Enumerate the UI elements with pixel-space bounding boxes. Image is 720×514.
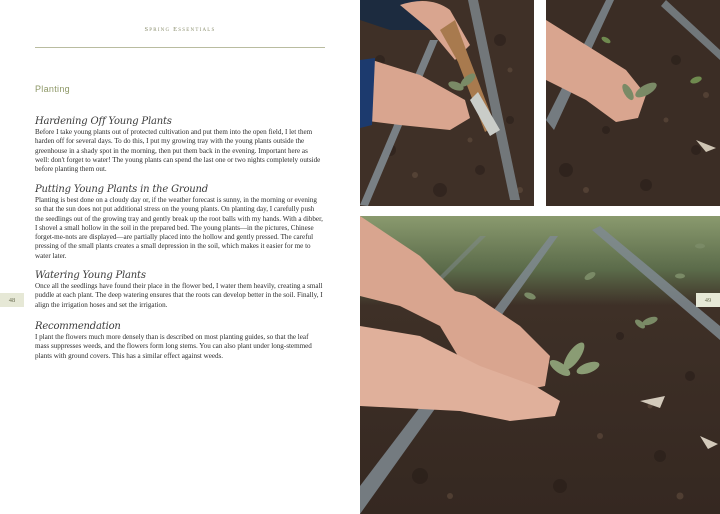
entry-title: Hardening Off Young Plants [35,116,172,127]
page-number-right: 49 [696,293,720,307]
entry-body: Planting is best done on a cloudy day or, if the weather forecast is sunny, in the morning or evening so that the sun does not put additional stress on the young plants. On planting day, I carefully push the seedlings out of the growing tray and gently break up the root balls with my hands. With a dibber, I shovel a small hollow in the soil in the prepared bed. The young plants—in the pictures, Chinese forget-me-nots are displayed—are partially placed into the hollow and gently pressed. The careful pressing of the small plants creates a small depression in the soil, which makes it easier for me to water later. [35,196,323,260]
header-rule [35,47,325,48]
entry-hardening-off [35,116,323,174]
entry-title: Recommendation [35,321,121,332]
entry-putting-in-ground [35,184,323,261]
entry-title: Putting Young Plants in the Ground [35,184,208,195]
right-page [360,0,720,514]
entry-recommendation [35,321,323,361]
photo-hand-pressing-seedling [546,0,720,206]
entry-body: Before I take young plants out of protected cultivation and put them into the open field, I let them harden off for several days. To do this, I put my growing tray with the young plants outside the greenhouse in a shady spot in the morning, then put them back in the evening. Important here as well: don't forget to water! The young plants can spend the last one or two nights completely outside before planting them out. [35,128,321,174]
entry-body: Once all the seedlings have found their place in the flower bed, I water them heavily, creating a small puddle at each plant. The deep watering ensures that the roots can develop better in the soil. Finally, I align the irrigation hoses and set the irrigation. [35,282,323,309]
section-title: Planting [35,84,70,94]
photo-hands-planting-row [360,216,720,514]
entry-title: Watering Young Plants [35,270,146,281]
running-head: Spring Essentials [144,26,216,33]
page-number-left: 48 [0,293,24,307]
photo-dibber-planting [360,0,534,206]
entry-watering [35,270,323,310]
entry-body: I plant the flowers much more densely than is described on most planting guides, so that the leaf mass suppresses weeds, and the flowers form long stems. You can also plant under long-stemmed plants with ground covers. This has a similar effect against weeds. [35,333,312,360]
